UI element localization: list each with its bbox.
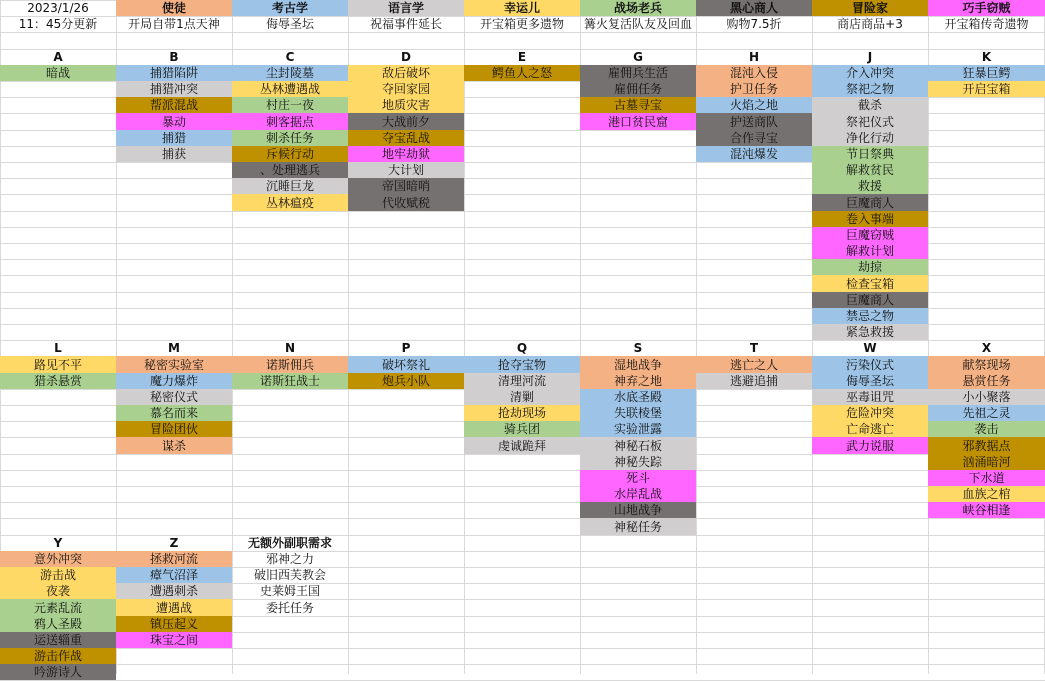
event-cell[interactable]: 尘封陵墓 xyxy=(232,65,348,81)
grid-col-line xyxy=(464,0,465,674)
event-cell[interactable]: 猎杀悬赏 xyxy=(0,373,116,389)
event-cell[interactable]: 古墓寻宝 xyxy=(580,97,696,113)
class-bonus-5: 篝火复活队友及回血 xyxy=(583,17,692,31)
event-cell[interactable]: 运送辎重 xyxy=(0,632,116,648)
letter-header-n: N xyxy=(284,341,296,355)
event-cell[interactable]: 献祭现场 xyxy=(928,356,1045,373)
event-cell[interactable]: 紧急救援 xyxy=(812,324,928,340)
event-cell[interactable]: 卷入事端 xyxy=(812,211,928,227)
event-cell[interactable]: 武力说服 xyxy=(812,437,928,454)
event-cell[interactable]: 帮派混战 xyxy=(116,97,232,113)
grid-row-line xyxy=(0,502,1045,503)
event-cell[interactable]: 谋杀 xyxy=(116,437,232,454)
extra-item[interactable]: 破旧西芙教会 xyxy=(253,568,326,582)
class-bonus-2: 侮辱圣坛 xyxy=(265,17,314,31)
event-cell[interactable]: 混沌爆发 xyxy=(696,146,812,162)
event-cell[interactable]: 巨魔窃贼 xyxy=(812,227,928,243)
event-cell[interactable]: 邪教据点 xyxy=(928,437,1045,454)
letter-header-g: G xyxy=(633,50,643,64)
event-cell[interactable]: 夺宝乱战 xyxy=(348,130,464,146)
event-cell[interactable]: 遭遇战 xyxy=(116,599,232,616)
event-cell[interactable]: 村庄一夜 xyxy=(232,97,348,113)
class-header-7: 冒险家 xyxy=(812,0,928,16)
event-cell[interactable]: 镇压起义 xyxy=(116,616,232,632)
event-cell[interactable]: 护卫任务 xyxy=(696,81,812,97)
event-cell[interactable]: 净化行动 xyxy=(812,130,928,146)
class-bonus-3: 祝福事件延长 xyxy=(369,17,442,31)
extra-item[interactable]: 邪神之力 xyxy=(265,552,314,566)
event-cell[interactable]: 祭祀之物 xyxy=(812,81,928,97)
letter-header-y: Y xyxy=(53,536,63,550)
event-cell[interactable]: 捕猎陷阱 xyxy=(116,65,232,81)
event-cell[interactable]: 丛林遭遇战 xyxy=(232,81,348,97)
event-cell[interactable]: 解救贫民 xyxy=(812,162,928,178)
letter-header-a: A xyxy=(53,50,63,64)
event-cell[interactable]: 神秘任务 xyxy=(580,518,696,535)
event-cell[interactable]: 污染仪式 xyxy=(812,356,928,373)
event-cell[interactable]: 巫毒诅咒 xyxy=(812,389,928,405)
letter-header-t: T xyxy=(749,341,759,355)
event-cell[interactable]: 斥候行动 xyxy=(232,146,348,162)
event-cell[interactable]: 神秘石板 xyxy=(580,437,696,454)
letter-header-q: Q xyxy=(516,341,528,355)
event-cell[interactable]: 神弃之地 xyxy=(580,373,696,389)
event-cell[interactable]: 游击战 xyxy=(0,567,116,583)
grid-row-line xyxy=(0,518,1045,519)
event-cell[interactable]: 血族之棺 xyxy=(928,486,1045,502)
class-bonus-7: 商店商品+3 xyxy=(837,17,903,31)
event-cell[interactable]: 下水道 xyxy=(928,470,1045,486)
event-cell[interactable]: 帝国暗哨 xyxy=(348,178,464,194)
event-cell[interactable]: 检查宝箱 xyxy=(812,275,928,292)
event-cell[interactable]: 秘密仪式 xyxy=(116,389,232,405)
event-cell[interactable]: 拯救河流 xyxy=(116,551,232,567)
event-cell[interactable]: 逃亡之人 xyxy=(696,356,812,373)
event-cell[interactable]: 雇佣任务 xyxy=(580,81,696,97)
event-cell[interactable]: 夺回家园 xyxy=(348,81,464,97)
event-cell[interactable]: 元素乱流 xyxy=(0,599,116,616)
event-cell[interactable]: 丛林瘟疫 xyxy=(232,194,348,211)
event-cell[interactable]: 地质灾害 xyxy=(348,97,464,113)
event-cell[interactable]: 巨魔商人 xyxy=(812,292,928,308)
grid-row-line xyxy=(0,470,1045,471)
event-cell[interactable]: 秘密实验室 xyxy=(116,356,232,373)
letter-header-p: P xyxy=(401,341,411,355)
class-header-6: 黑心商人 xyxy=(696,0,812,16)
event-cell[interactable]: 吟游诗人 xyxy=(0,664,116,680)
class-header-4: 幸运儿 xyxy=(464,0,580,16)
class-bonus-4: 开宝箱更多遗物 xyxy=(479,17,564,31)
letter-header-h: H xyxy=(748,50,760,64)
class-bonus-6: 购物7.5折 xyxy=(726,17,782,31)
event-cell[interactable]: 峡谷相逢 xyxy=(928,502,1045,518)
event-cell[interactable]: 代收赋税 xyxy=(348,194,464,211)
event-cell[interactable]: 护送商队 xyxy=(696,113,812,130)
event-cell[interactable]: 诺斯佣兵 xyxy=(232,356,348,373)
event-cell[interactable]: 夜袭 xyxy=(0,583,116,599)
event-cell[interactable]: 水岸乱战 xyxy=(580,486,696,502)
letter-header-k: K xyxy=(981,50,992,64)
class-bonus-8: 开宝箱传奇遗物 xyxy=(944,17,1029,31)
event-cell[interactable]: 大战前夕 xyxy=(348,113,464,130)
event-cell[interactable]: 汹涌暗河 xyxy=(928,454,1045,470)
event-cell[interactable]: 悬赏任务 xyxy=(928,373,1045,389)
event-cell[interactable]: 瘴气沼泽 xyxy=(116,567,232,583)
event-cell[interactable]: 魔力爆炸 xyxy=(116,373,232,389)
event-cell[interactable]: 冒险团伙 xyxy=(116,421,232,437)
event-cell[interactable]: 巨魔商人 xyxy=(812,194,928,211)
event-cell[interactable]: 炮兵小队 xyxy=(348,373,464,389)
event-cell[interactable]: 祭祀仪式 xyxy=(812,113,928,130)
class-header-8: 巧手窃贼 xyxy=(928,0,1045,16)
event-cell[interactable]: 实验泄露 xyxy=(580,421,696,437)
event-cell[interactable]: 混沌入侵 xyxy=(696,65,812,81)
event-cell[interactable]: 鳄鱼人之怒 xyxy=(464,65,580,81)
event-cell[interactable]: 抢夺宝物 xyxy=(464,356,580,373)
event-cell[interactable]: 捕猎 xyxy=(116,130,232,146)
letter-header-b: B xyxy=(169,50,179,64)
header-update-time: 11：45分更新 xyxy=(18,17,98,31)
event-cell[interactable]: 先祖之灵 xyxy=(928,405,1045,421)
event-cell[interactable]: 虔诚跪拜 xyxy=(464,437,580,454)
event-cell[interactable]: 清理河流 xyxy=(464,373,580,389)
event-cell[interactable]: 破坏祭礼 xyxy=(348,356,464,373)
event-cell[interactable]: 小小聚落 xyxy=(928,389,1045,405)
extra-title: 无额外副职需求 xyxy=(247,536,332,550)
event-cell[interactable]: 侮辱圣坛 xyxy=(812,373,928,389)
event-cell[interactable]: 珠宝之间 xyxy=(116,632,232,648)
grid-col-line xyxy=(928,0,929,674)
event-cell[interactable]: 截杀 xyxy=(812,97,928,113)
event-cell[interactable]: 刺客据点 xyxy=(232,113,348,130)
event-cell[interactable]: 刺杀任务 xyxy=(232,130,348,146)
event-cell[interactable]: 、处理逃兵 xyxy=(232,162,348,178)
event-cell[interactable]: 逃避追捕 xyxy=(696,373,812,389)
extra-item[interactable]: 委托任务 xyxy=(265,600,314,615)
grid-row-line xyxy=(0,664,1045,665)
event-cell[interactable]: 清剿 xyxy=(464,389,580,405)
event-cell[interactable]: 袭击 xyxy=(928,421,1045,437)
event-cell[interactable]: 节日祭典 xyxy=(812,146,928,162)
event-cell[interactable]: 火焰之地 xyxy=(696,97,812,113)
event-cell[interactable]: 遭遇刺杀 xyxy=(116,583,232,599)
letter-header-j: J xyxy=(867,50,873,64)
letter-header-s: S xyxy=(633,341,643,355)
letter-header-l: L xyxy=(54,341,62,355)
class-header-5: 战场老兵 xyxy=(580,0,696,16)
event-cell[interactable]: 狂暴巨鳄 xyxy=(928,65,1045,81)
letter-header-w: W xyxy=(863,341,877,355)
event-cell[interactable]: 危险冲突 xyxy=(812,405,928,421)
event-cell[interactable]: 劫掠 xyxy=(812,259,928,275)
event-cell[interactable]: 水底圣殿 xyxy=(580,389,696,405)
event-cell[interactable]: 大计划 xyxy=(348,162,464,178)
event-cell[interactable]: 神秘失踪 xyxy=(580,454,696,470)
letter-header-e: E xyxy=(517,50,527,64)
grid-row-line xyxy=(0,454,1045,455)
event-cell[interactable]: 解救计划 xyxy=(812,243,928,259)
event-cell[interactable]: 雇佣兵生活 xyxy=(580,65,696,81)
event-cell[interactable]: 敌后破坏 xyxy=(348,65,464,81)
class-header-1: 使徒 xyxy=(116,0,232,16)
event-cell[interactable]: 介入冲突 xyxy=(812,65,928,81)
event-cell[interactable]: 暗战 xyxy=(0,65,116,81)
event-cell[interactable]: 捕猎冲突 xyxy=(116,81,232,97)
event-cell[interactable]: 抢劫现场 xyxy=(464,405,580,421)
event-cell[interactable]: 骑兵团 xyxy=(464,421,580,437)
event-cell[interactable]: 湿地战争 xyxy=(580,356,696,373)
grid-row-line xyxy=(0,32,1045,33)
event-cell[interactable]: 鸦人圣殿 xyxy=(0,616,116,632)
event-cell[interactable]: 慕名而来 xyxy=(116,405,232,421)
event-cell[interactable]: 山地战争 xyxy=(580,502,696,518)
event-cell[interactable]: 意外冲突 xyxy=(0,551,116,567)
event-cell[interactable]: 沉睡巨龙 xyxy=(232,178,348,194)
event-cell[interactable]: 诺斯狂战士 xyxy=(232,373,348,389)
extra-item[interactable]: 史莱姆王国 xyxy=(259,584,320,598)
event-cell[interactable]: 暴动 xyxy=(116,113,232,130)
event-cell[interactable]: 开启宝箱 xyxy=(928,81,1045,97)
event-cell[interactable]: 亡命逃亡 xyxy=(812,421,928,437)
grid-row-line xyxy=(0,486,1045,487)
event-cell[interactable]: 路见不平 xyxy=(0,356,116,373)
class-bonus-1: 开局自带1点天神 xyxy=(128,17,220,31)
event-cell[interactable]: 失联棱堡 xyxy=(580,405,696,421)
event-cell[interactable]: 救援 xyxy=(812,178,928,194)
header-date: 2023/1/26 xyxy=(27,1,89,15)
class-header-2: 考古学 xyxy=(232,0,348,16)
letter-header-c: C xyxy=(285,50,295,64)
event-cell[interactable]: 地牢劫狱 xyxy=(348,146,464,162)
letter-header-m: M xyxy=(168,341,180,355)
event-cell[interactable]: 港口贫民窟 xyxy=(580,113,696,130)
letter-header-d: D xyxy=(401,50,411,64)
event-cell[interactable]: 死斗 xyxy=(580,470,696,486)
event-cell[interactable]: 捕获 xyxy=(116,146,232,162)
letter-header-x: X xyxy=(981,341,992,355)
event-cell[interactable]: 合作寻宝 xyxy=(696,130,812,146)
letter-header-z: Z xyxy=(169,536,179,550)
event-cell[interactable]: 禁忌之物 xyxy=(812,308,928,324)
event-cell[interactable]: 游击作战 xyxy=(0,648,116,664)
class-header-3: 语言学 xyxy=(348,0,464,16)
grid-row-line xyxy=(0,648,1045,649)
